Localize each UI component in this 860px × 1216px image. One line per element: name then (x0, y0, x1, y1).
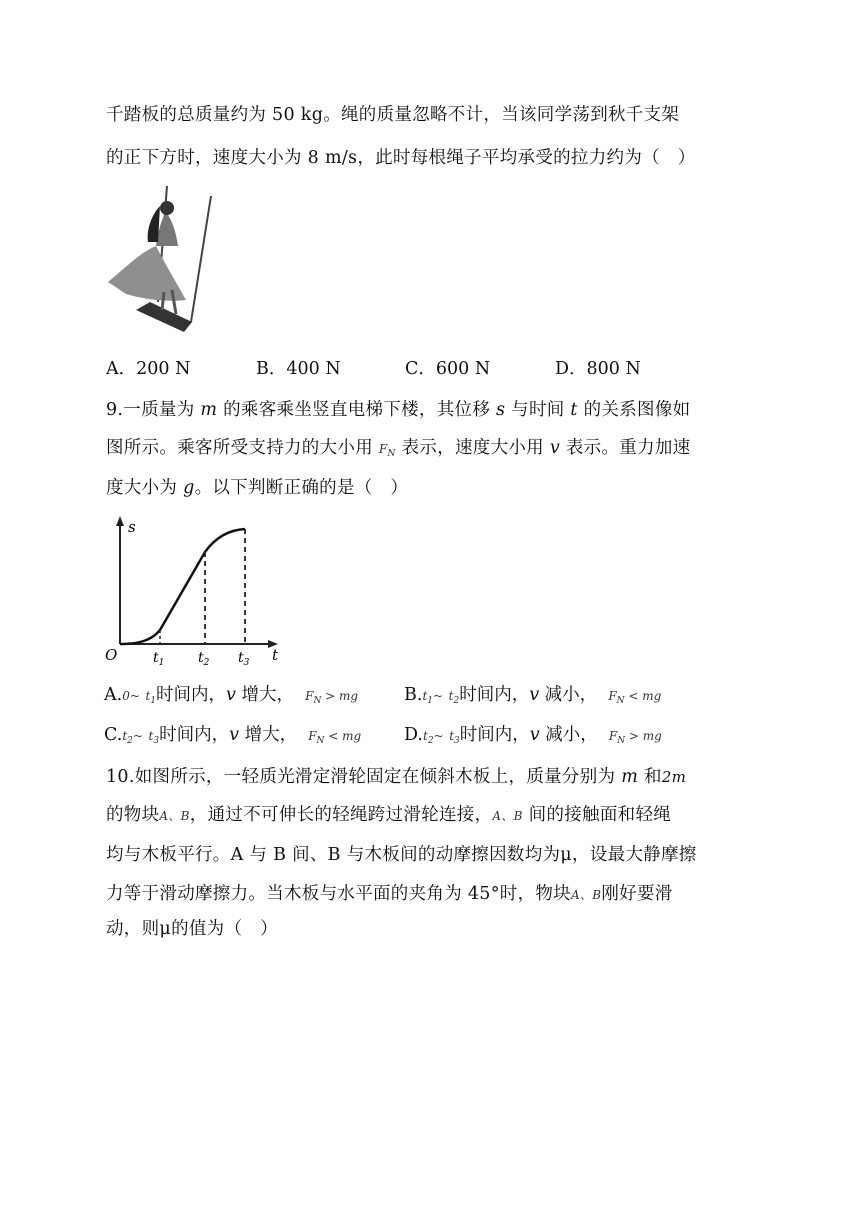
y-arrow (116, 516, 124, 526)
q8-line-2: 的正下方时，速度大小为 8 m/s，此时每根绳子平均承受的拉力约为（ ） (106, 148, 696, 168)
s-t-curve (120, 529, 245, 644)
q10-line-3: 均与木板平行。A 与 B 间、B 与木板间的动摩擦因数均为μ，设最大静摩擦 (106, 845, 697, 865)
q10-line-1: 10.如图所示，一轻质光滑定滑轮固定在倾斜木板上，质量分别为 m 和2m (106, 767, 687, 787)
swing-illustration (106, 182, 226, 342)
q9-option-d: $D.t_2\sim$ $t_3$时间内，v 减小， $F_N$ > mg (404, 725, 662, 746)
q8-option-c: C．600 N (405, 359, 491, 379)
tick-t2: $t_2$ (198, 650, 210, 668)
q9-option-a: A.0~ $t_1$时间内，v 增大， $F_N$ > mg (104, 685, 359, 706)
t-axis-label: t (272, 646, 279, 664)
q8-line-1: 千踏板的总质量约为 50 kg。绳的质量忽略不计，当该同学荡到秋千支架 (106, 105, 680, 125)
q8-option-d: D．800 N (555, 359, 641, 379)
q9-line-3: 度大小为 g。以下判断正确的是（ ） (106, 478, 409, 498)
s-axis-label: s (128, 518, 136, 536)
q9-option-c: $C.t_2\sim$ $t_3$时间内，v 增大， $F_N$ < mg (104, 725, 362, 746)
q9-line-1: 9.一质量为 m 的乘客乘坐竖直电梯下楼，其位移 s 与时间 t 的关系图像如 (106, 400, 691, 420)
q9-option-b: $B.t_1\sim$ $t_2$时间内，v 减小， $F_N$ < mg (404, 685, 662, 706)
q8-option-a: A．200 N (106, 359, 191, 379)
q10-line-5: 动，则μ的值为（ ） (106, 919, 278, 939)
q9-line-2: 图所示。乘客所受支持力的大小用 $F_N$ 表示，速度大小用 v 表示。重力加速 (106, 438, 691, 459)
q10-line-2: 的物块A、B，通过不可伸长的轻绳跨过滑轮连接，A、B 间的接触面和轻绳 (106, 805, 672, 825)
origin-label: O (105, 646, 118, 664)
tick-t1: $t_1$ (153, 650, 165, 668)
s-t-graph (100, 510, 290, 670)
q10-line-4: 力等于滑动摩擦力。当木板与水平面的夹角为 45°时，物块A、B刚好要滑 (106, 884, 673, 904)
q8-option-b: B．400 N (256, 359, 341, 379)
tick-t3: $t_3$ (238, 650, 250, 668)
